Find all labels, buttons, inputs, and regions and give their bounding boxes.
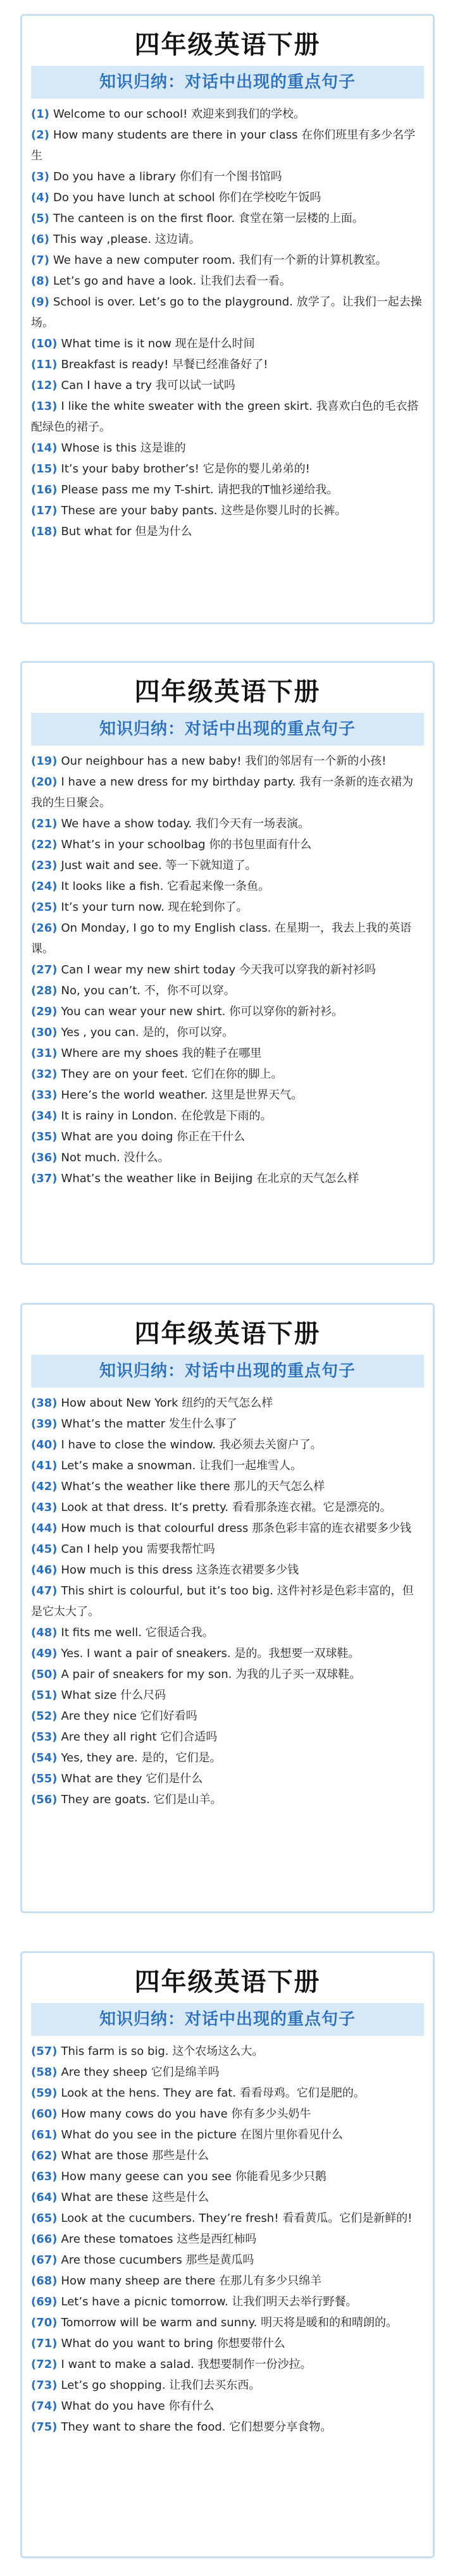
item-text: What are these 这些是什么 [61,2191,209,2204]
item-text: Here’s the world weather. 这里是世界天气。 [61,1088,303,1102]
item-text: What are those 那些是什么 [61,2149,209,2162]
item-number: (63) [31,2170,58,2183]
list-item [31,2083,424,2104]
item-text: What’s the weather like in Beijing 在北京的天气怎么样 [61,1172,359,1185]
item-number: (69) [31,2295,58,2308]
item-number: (50) [31,1668,58,1681]
list-item [31,2354,424,2375]
sentence-card-3 [20,1303,435,1913]
list-item [31,1085,424,1106]
list-item [31,1622,424,1643]
item-text: On Monday, I go to my English class. 在星期一，我去上我的英语课。 [31,921,412,956]
item-text: School is over. Let’s go to the playground. 放学了。让我们一起去操场。 [31,295,422,330]
list-item [31,1455,424,1476]
list-item [31,250,424,271]
item-text: Tomorrow will be warm and sunny. 明天将是暖和的和晴朗的。 [61,2316,398,2329]
item-text: Are they sheep 它们是绵羊吗 [61,2066,220,2079]
sentence-list [31,104,424,542]
item-number: (17) [31,504,58,517]
item-text: Are those cucumbers 那些是黄瓜吗 [61,2253,254,2267]
item-text: A pair of sneakers for my son. 为我的儿子买一双球鞋。 [61,1668,361,1681]
list-item [31,1539,424,1560]
list-item [31,166,424,187]
item-text: What do you see in the picture 在图片里你看见什么 [61,2128,343,2142]
item-text: Are these tomatoes 这些是西红柿吗 [61,2233,257,2246]
list-item [31,751,424,772]
list-item [31,2166,424,2187]
item-text: It fits me well. 它很适合我。 [61,1626,214,1639]
item-text: They want to share the food. 它们想要分享食物。 [61,2420,332,2434]
item-text: What are they 它们是什么 [61,1772,203,1785]
list-item [31,1168,424,1189]
item-text: What are you doing 你正在干什么 [61,1130,246,1143]
item-number: (55) [31,1772,58,1785]
list-item [31,834,424,855]
item-number: (30) [31,1026,58,1039]
item-text: Look at that dress. It’s pretty. 看看那条连衣裙。它是漂亮的。 [61,1501,392,1514]
item-text: Are they all right 它们合适吗 [61,1730,218,1744]
item-number: (74) [31,2400,58,2413]
list-item [31,104,424,125]
card-title: 四年级英语下册 [134,1319,321,1348]
item-text: How much is this dress 这条连衣裙要多少钱 [61,1563,299,1577]
item-text: Breakfast is ready! 早餐已经准备好了! [61,358,268,371]
item-text: Can I help you 需要我帮忙吗 [61,1543,215,1556]
item-text: How many students are there in your class 在你们班里有多少名学生 [31,128,416,163]
list-item [31,521,424,542]
item-number: (36) [31,1151,58,1164]
item-number: (6) [31,233,49,246]
item-number: (33) [31,1088,58,1102]
sentence-list [31,1393,424,1810]
item-text: What’s in your schoolbag 你的书包里面有什么 [61,838,312,851]
item-number: (13) [31,400,58,413]
item-number: (42) [31,1480,58,1493]
item-number: (71) [31,2337,58,2350]
item-text: Not much. 没什么。 [61,1151,170,1164]
list-item [31,1001,424,1022]
list-item [31,772,424,813]
item-number: (3) [31,170,49,183]
item-number: (59) [31,2086,58,2100]
item-text: What size 什么尺码 [61,1689,166,1702]
item-number: (18) [31,525,58,538]
item-text: This shirt is colourful, but it’s too big. 这件衬衫是色彩丰富的，但是它太大了。 [31,1584,414,1618]
list-item [31,1768,424,1789]
list-item [31,229,424,250]
item-text: Yes , you can. 是的，你可以穿。 [61,1026,234,1039]
list-item [31,918,424,959]
item-number: (44) [31,1522,58,1535]
item-text: How much is that colourful dress 那条色彩丰富的连衣裙要多少钱 [61,1522,412,1535]
item-number: (4) [31,191,49,204]
item-text: Just wait and see. 等一下就知道了。 [61,859,257,872]
list-item [31,1434,424,1455]
item-number: (32) [31,1068,58,1081]
item-number: (53) [31,1730,58,1744]
item-number: (38) [31,1396,58,1410]
list-item [31,375,424,396]
list-item [31,500,424,521]
sentence-card-4 [20,1951,435,2558]
item-text: I have a new dress for my birthday party. 我有一条新的连衣裙为我的生日聚会。 [31,775,414,810]
list-item [31,396,424,438]
item-text: I have to close the window. 我必须去关窗户了。 [61,1438,322,1451]
item-text: Yes. I want a pair of sneakers. 是的。我想要一双球鞋。 [61,1647,360,1660]
item-text: What time is it now 现在是什么时间 [61,337,255,350]
item-text: Our neighbour has a new baby! 我们的邻居有一个新的小孩! [61,755,387,768]
item-number: (49) [31,1647,58,1660]
list-item [31,1022,424,1043]
list-item [31,271,424,292]
item-text: Whose is this 这是谁的 [61,441,186,455]
list-item [31,1747,424,1768]
item-number: (11) [31,358,58,371]
list-item [31,876,424,897]
item-text: This farm is so big. 这个农场这么大。 [61,2045,264,2058]
item-number: (7) [31,254,49,267]
item-number: (28) [31,984,58,997]
list-item [31,2229,424,2250]
item-text: How many sheep are there 在那儿有多少只绵羊 [61,2274,322,2288]
item-text: Let’s have a picnic tomorrow. 让我们明天去举行野餐。 [61,2295,358,2308]
item-number: (61) [31,2128,58,2142]
list-item [31,438,424,459]
item-number: (65) [31,2212,58,2225]
list-item [31,897,424,918]
item-number: (15) [31,462,58,476]
item-number: (67) [31,2253,58,2267]
item-text: Look at the hens. They are fat. 看看母鸡。它们是肥的。 [61,2086,365,2100]
list-item [31,855,424,876]
item-number: (58) [31,2066,58,2079]
item-number: (57) [31,2045,58,2058]
item-text: We have a show today. 我们今天有一场表演。 [61,817,309,830]
item-text: Can I have a try 我可以试一试吗 [61,379,235,392]
list-item [31,1664,424,1685]
item-number: (35) [31,1130,58,1143]
item-text: I like the white sweater with the green skirt. 我喜欢白色的毛衣搭配绿色的裙子。 [31,400,419,434]
item-number: (25) [31,901,58,914]
list-item [31,2396,424,2417]
list-item [31,1147,424,1168]
list-item [31,2145,424,2166]
item-number: (19) [31,755,58,768]
item-text: But what for 但是为什么 [61,525,192,538]
item-number: (23) [31,859,58,872]
item-number: (5) [31,212,49,225]
sentence-card-1 [20,14,435,624]
item-number: (24) [31,880,58,893]
item-text: How about New York 纽约的天气怎么样 [61,1396,273,1410]
item-text: Look at the cucumbers. They’re fresh! 看看黄瓜。它们是新鲜的! [61,2212,413,2225]
item-text: What do you want to bring 你想要带什么 [61,2337,285,2350]
list-item [31,813,424,834]
card-subtitle: 知识归纳：对话中出现的重点句子 [31,713,424,746]
list-item [31,2291,424,2312]
list-item [31,1727,424,1747]
list-item [31,208,424,229]
list-item [31,2124,424,2145]
card-subtitle: 知识归纳：对话中出现的重点句子 [31,1355,424,1388]
sentence-list [31,751,424,1189]
list-item [31,1789,424,1810]
item-text: Do you have lunch at school 你们在学校吃午饭吗 [53,191,321,204]
list-item [31,1685,424,1706]
list-item [31,459,424,479]
item-text: They are goats. 它们是山羊。 [61,1793,222,1806]
item-number: (31) [31,1047,58,1060]
item-number: (47) [31,1584,58,1598]
list-item [31,292,424,333]
item-number: (10) [31,337,58,350]
item-number: (40) [31,1438,58,1451]
item-number: (1) [31,108,49,121]
item-number: (68) [31,2274,58,2288]
list-item [31,1560,424,1581]
item-number: (70) [31,2316,58,2329]
item-text: Let’s go and have a look. 让我们去看一看。 [53,274,291,288]
item-number: (21) [31,817,58,830]
item-number: (9) [31,295,49,309]
item-number: (41) [31,1459,58,1472]
list-item [31,333,424,354]
card-subtitle: 知识归纳：对话中出现的重点句子 [31,66,424,99]
item-text: We have a new computer room. 我们有一个新的计算机教室。 [53,254,387,267]
list-item [31,125,424,166]
item-number: (14) [31,441,58,455]
item-text: You can wear your new shirt. 你可以穿你的新衬衫。 [61,1005,344,1018]
list-item [31,2187,424,2208]
item-number: (37) [31,1172,58,1185]
item-text: Do you have a library 你们有一个图书馆吗 [53,170,282,183]
item-text: Welcome to our school! 欢迎来到我们的学校。 [53,108,306,121]
item-number: (52) [31,1710,58,1723]
item-text: It is rainy in London. 在伦敦是下雨的。 [61,1109,272,1123]
item-text: What do you have 你有什么 [61,2400,215,2413]
item-number: (8) [31,274,49,288]
list-item [31,1393,424,1414]
item-number: (72) [31,2358,58,2371]
list-item [31,1581,424,1622]
list-item [31,354,424,375]
item-number: (51) [31,1689,58,1702]
item-number: (12) [31,379,58,392]
list-item [31,1643,424,1664]
card-title: 四年级英语下册 [134,1967,321,1997]
list-item [31,1043,424,1064]
list-item [31,2271,424,2291]
list-item [31,1518,424,1539]
list-item [31,980,424,1001]
item-text: It looks like a fish. 它看起来像一条鱼。 [61,880,270,893]
item-text: Can I wear my new shirt today 今天我可以穿我的新衬衫吗 [61,963,376,977]
list-item [31,2250,424,2271]
list-item [31,187,424,208]
item-number: (20) [31,775,58,789]
list-item [31,1706,424,1727]
item-text: These are your baby pants. 这些是你婴儿时的长裤。 [61,504,347,517]
list-item [31,1106,424,1126]
list-item [31,1476,424,1497]
item-number: (27) [31,963,58,977]
list-item [31,959,424,980]
sentence-card-2 [20,661,435,1265]
item-text: It’s your turn now. 现在轮到你了。 [61,901,248,914]
item-text: What’s the matter 发生什么事了 [61,1417,237,1431]
item-text: What’s the weather like there 那儿的天气怎么样 [61,1480,325,1493]
list-item [31,2208,424,2229]
item-number: (22) [31,838,58,851]
list-item [31,2062,424,2083]
item-number: (73) [31,2379,58,2392]
item-text: They are on your feet. 它们在你的脚上。 [61,1068,283,1081]
list-item [31,2375,424,2396]
card-title: 四年级英语下册 [134,30,321,59]
list-item [31,2041,424,2062]
item-number: (16) [31,483,58,496]
item-text: Let’s go shopping. 让我们去买东西。 [61,2379,261,2392]
item-number: (60) [31,2107,58,2121]
item-number: (26) [31,921,58,935]
item-text: Let’s make a snowman. 让我们一起堆雪人。 [61,1459,302,1472]
list-item [31,1126,424,1147]
card-title: 四年级英语下册 [134,677,321,706]
item-number: (46) [31,1563,58,1577]
item-text: I want to make a salad. 我想要制作一份沙拉。 [61,2358,312,2371]
item-text: Please pass me my T-shirt. 请把我的T恤衫递给我。 [61,483,339,496]
list-item [31,2104,424,2124]
list-item [31,1497,424,1518]
item-number: (62) [31,2149,58,2162]
item-number: (56) [31,1793,58,1806]
item-text: How many cows do you have 你有多少头奶牛 [61,2107,311,2121]
list-item [31,1064,424,1085]
item-text: This way ,please. 这边请。 [53,233,201,246]
item-text: No, you can’t. 不，你不可以穿。 [61,984,235,997]
item-number: (43) [31,1501,58,1514]
item-number: (54) [31,1751,58,1765]
item-number: (75) [31,2420,58,2434]
item-text: Yes, they are. 是的，它们是。 [61,1751,221,1765]
list-item [31,2333,424,2354]
item-text: How many geese can you see 你能看见多少只鹅 [61,2170,327,2183]
item-number: (2) [31,128,49,142]
list-item [31,2417,424,2437]
card-subtitle: 知识归纳：对话中出现的重点句子 [31,2003,424,2036]
item-number: (66) [31,2233,58,2246]
list-item [31,479,424,500]
item-number: (29) [31,1005,58,1018]
item-number: (34) [31,1109,58,1123]
item-text: The canteen is on the first floor. 食堂在第一层楼的上面。 [53,212,364,225]
list-item [31,2312,424,2333]
item-number: (48) [31,1626,58,1639]
item-number: (45) [31,1543,58,1556]
item-number: (39) [31,1417,58,1431]
sentence-list [31,2041,424,2437]
item-number: (64) [31,2191,58,2204]
item-text: Where are my shoes 我的鞋子在哪里 [61,1047,262,1060]
list-item [31,1414,424,1434]
item-text: Are they nice 它们好看吗 [61,1710,197,1723]
item-text: It’s your baby brother’s! 它是你的婴儿弟弟的! [61,462,310,476]
